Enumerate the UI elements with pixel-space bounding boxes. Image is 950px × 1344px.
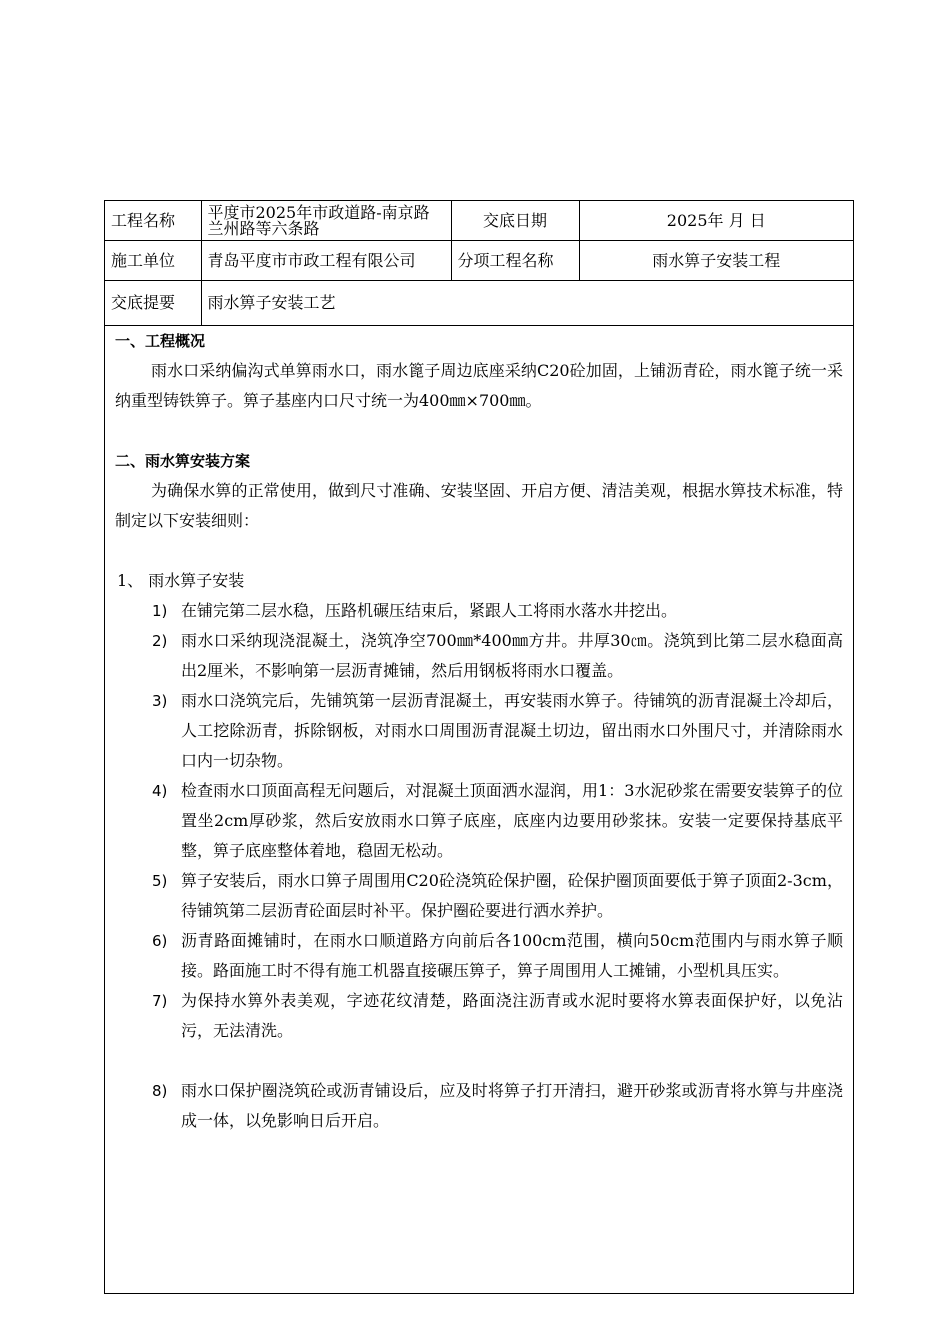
step-text: 雨水口浇筑完后，先铺筑第一层沥青混凝土，再安装雨水箅子。待铺筑的沥青混凝土冷却后，人工挖除沥青，拆除钢板，对雨水口周围沥青混凝土切边，留出雨水口外围尺寸，并清除雨水口内一切杂物。 [181,691,843,770]
summary-label: 交底提要 [105,281,201,326]
step-text: 箅子安装后，雨水口箅子周围用C20砼浇筑砼保护圈，砼保护圈顶面要低于箅子顶面2-3cm，待铺筑第二层沥青砼面层时补平。保护圈砼要进行洒水养护。 [181,871,843,920]
list-item [115,1076,843,1136]
date-label: 交底日期 [451,201,579,241]
section-heading-overview: 一、工程概况 [115,332,206,350]
list-item [115,866,843,926]
step-number: 8) [152,1082,168,1100]
step-number: 2) [152,632,168,650]
step-number: 6) [152,932,168,950]
spacer [115,536,843,566]
spacer [115,416,843,446]
step-text: 雨水口采纳现浇混凝土，浇筑净空700㎜*400㎜方井。井厚30㎝。浇筑到比第二层水稳面高出2厘米，不影响第一层沥青摊铺，然后用钢板将雨水口覆盖。 [181,631,843,680]
overview-paragraph: 雨水口采纳偏沟式单箅雨水口，雨水篦子周边底座采纳C20砼加固，上铺沥青砼，雨水篦子统一采纳重型铸铁箅子。箅子基座内口尺寸统一为400㎜×700㎜。 [115,361,843,410]
summary-value: 雨水箅子安装工艺 [201,281,853,326]
disclosure-body [105,326,853,1136]
section-heading-plan: 二、雨水箅安装方案 [115,452,251,470]
header-row-unit [105,241,853,281]
list-item [115,926,843,986]
project-name-label: 工程名称 [105,201,201,241]
date-value: 2025年 月 日 [579,201,853,241]
step-number: 1) [152,602,168,620]
list-item [115,686,843,776]
step-number: 3) [152,692,168,710]
subproject-value: 雨水箅子安装工程 [579,241,853,281]
step-text: 检查雨水口顶面高程无问题后，对混凝土顶面洒水湿润，用1：3水泥砂浆在需要安装箅子的位置坐2cm厚砂浆，然后安放雨水口箅子底座，底座内边要用砂浆抹。安装一定要保持基底平整，箅子底座整体着地，稳固无松动。 [181,781,843,860]
step-text: 雨水口保护圈浇筑砼或沥青铺设后，应及时将箅子打开清扫，避开砂浆或沥青将水箅与井座浇成一体，以免影响日后开启。 [181,1081,843,1130]
list-item [115,626,843,686]
project-name-value: 平度市2025年市政道路-南京路兰州路等六条路 [201,201,451,241]
step-number: 4) [152,782,168,800]
header-row-project [105,201,853,241]
step-number: 7) [152,992,168,1010]
subsection-title: 1、 雨水箅子安装 [117,571,245,590]
header-row-summary [105,281,853,326]
spacer [115,1046,843,1076]
unit-value: 青岛平度市市政工程有限公司 [201,241,451,281]
install-steps-list [115,596,843,1136]
plan-paragraph: 为确保水箅的正常使用，做到尺寸准确、安装坚固、开启方便、清洁美观，根据水箅技术标准，特制定以下安装细则： [115,481,843,530]
step-text: 在铺完第二层水稳，压路机碾压结束后，紧跟人工将雨水落水井挖出。 [181,601,678,620]
step-text: 为保持水箅外表美观，字迹花纹清楚，路面浇注沥青或水泥时要将水箅表面保护好，以免沾污，无法清洗。 [181,991,843,1040]
step-text: 沥青路面摊铺时，在雨水口顺道路方向前后各100cm范围，横向50cm范围内与雨水箅子顺接。路面施工时不得有施工机器直接碾压箅子，箅子周围用人工摊铺，小型机具压实。 [181,931,843,980]
list-item [115,986,843,1046]
header-table [105,201,853,326]
disclosure-sheet [104,200,854,1294]
unit-label: 施工单位 [105,241,201,281]
subproject-label: 分项工程名称 [451,241,579,281]
list-item [115,776,843,866]
list-item [115,596,843,626]
step-number: 5) [152,872,168,890]
